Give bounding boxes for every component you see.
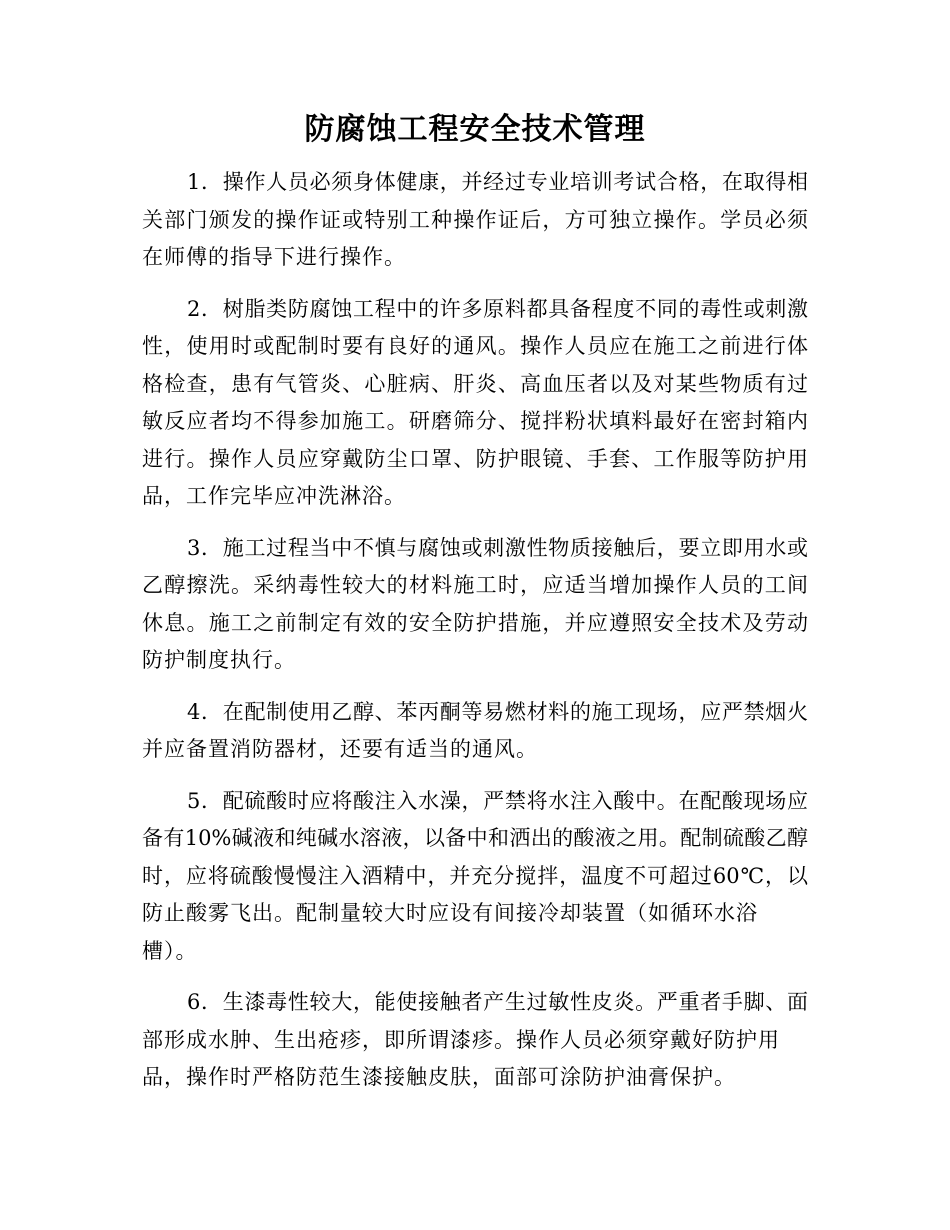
paragraph-line: 5．配硫酸时应将酸注入水澡，严禁将水注入酸中。在配酸现场应 xyxy=(187,788,808,813)
paragraph-line: 休息。施工之前制定有效的安全防护措施，并应遵照安全技术及劳动 xyxy=(142,610,808,635)
paragraph-line: 乙醇擦洗。采纳毒性较大的材料施工时，应适当增加操作人员的工间 xyxy=(142,573,808,597)
paragraph-line: 4．在配制使用乙醇、苯丙酮等易燃材料的施工现场，应严禁烟火 xyxy=(187,699,808,724)
paragraph-6 xyxy=(142,984,808,1097)
paragraph-line: 防护制度执行。 xyxy=(142,648,296,672)
paragraph-5 xyxy=(142,783,808,971)
paragraph-line: 1．操作人员必须身体健康，并经过专业培训考试合格，在取得相 xyxy=(187,170,808,194)
paragraph-line: 并应备置消防器材，还要有适当的通风。 xyxy=(142,737,538,761)
paragraph-line: 6．生漆毒性较大，能使接触者产生过敏性皮炎。严重者手脚、面 xyxy=(187,990,808,1014)
paragraph-3 xyxy=(142,530,808,680)
paragraph-line: 关部门颁发的操作证或特别工种操作证后，方可独立操作。学员必须 xyxy=(142,207,808,232)
paragraph-line: 槽）。 xyxy=(142,938,198,963)
paragraph-2 xyxy=(142,291,808,516)
paragraph-line: 品，工作完毕应冲洗淋浴。 xyxy=(142,484,406,508)
paragraph-line: 备有10%碱液和纯碱水溶液，以备中和洒出的酸液之用。配制硫酸乙醇 xyxy=(142,826,808,850)
paragraph-line: 2．树脂类防腐蚀工程中的许多原料都具备程度不同的毒性或刺激 xyxy=(187,296,808,321)
paragraph-1 xyxy=(142,164,808,277)
paragraph-4 xyxy=(142,694,808,769)
document-title: 防腐蚀工程安全技术管理 xyxy=(304,112,646,147)
paragraph-line: 敏反应者均不得参加施工。研磨筛分、搅拌粉状填料最好在密封箱内 xyxy=(142,409,808,433)
paragraph-line: 品，操作时严格防范生漆接触皮肤，面部可涂防护油膏保护。 xyxy=(142,1065,736,1089)
paragraph-line: 性，使用时或配制时要有良好的通风。操作人员应在施工之前进行体 xyxy=(142,334,808,358)
paragraph-line: 在师傅的指导下进行操作。 xyxy=(142,245,406,269)
paragraph-line: 进行。操作人员应穿戴防尘口罩、防护眼镜、手套、工作服等防护用 xyxy=(142,446,808,471)
paragraph-line: 3．施工过程当中不慎与腐蚀或刺激性物质接触后，要立即用水或 xyxy=(187,535,808,560)
paragraph-line: 格检查，患有气管炎、心脏病、肝炎、高血压者以及对某些物质有过 xyxy=(142,371,808,396)
paragraph-line: 部形成水肿、生出疮疹，即所谓漆疹。操作人员必须穿戴好防护用 xyxy=(142,1027,780,1052)
paragraph-line: 时，应将硫酸慢慢注入酒精中，并充分搅拌，温度不可超过60℃，以 xyxy=(142,863,808,888)
paragraph-line: 防止酸雾飞出。配制量较大时应设有间接冷却装置（如循环水浴 xyxy=(142,901,758,925)
document-body xyxy=(142,164,808,1111)
